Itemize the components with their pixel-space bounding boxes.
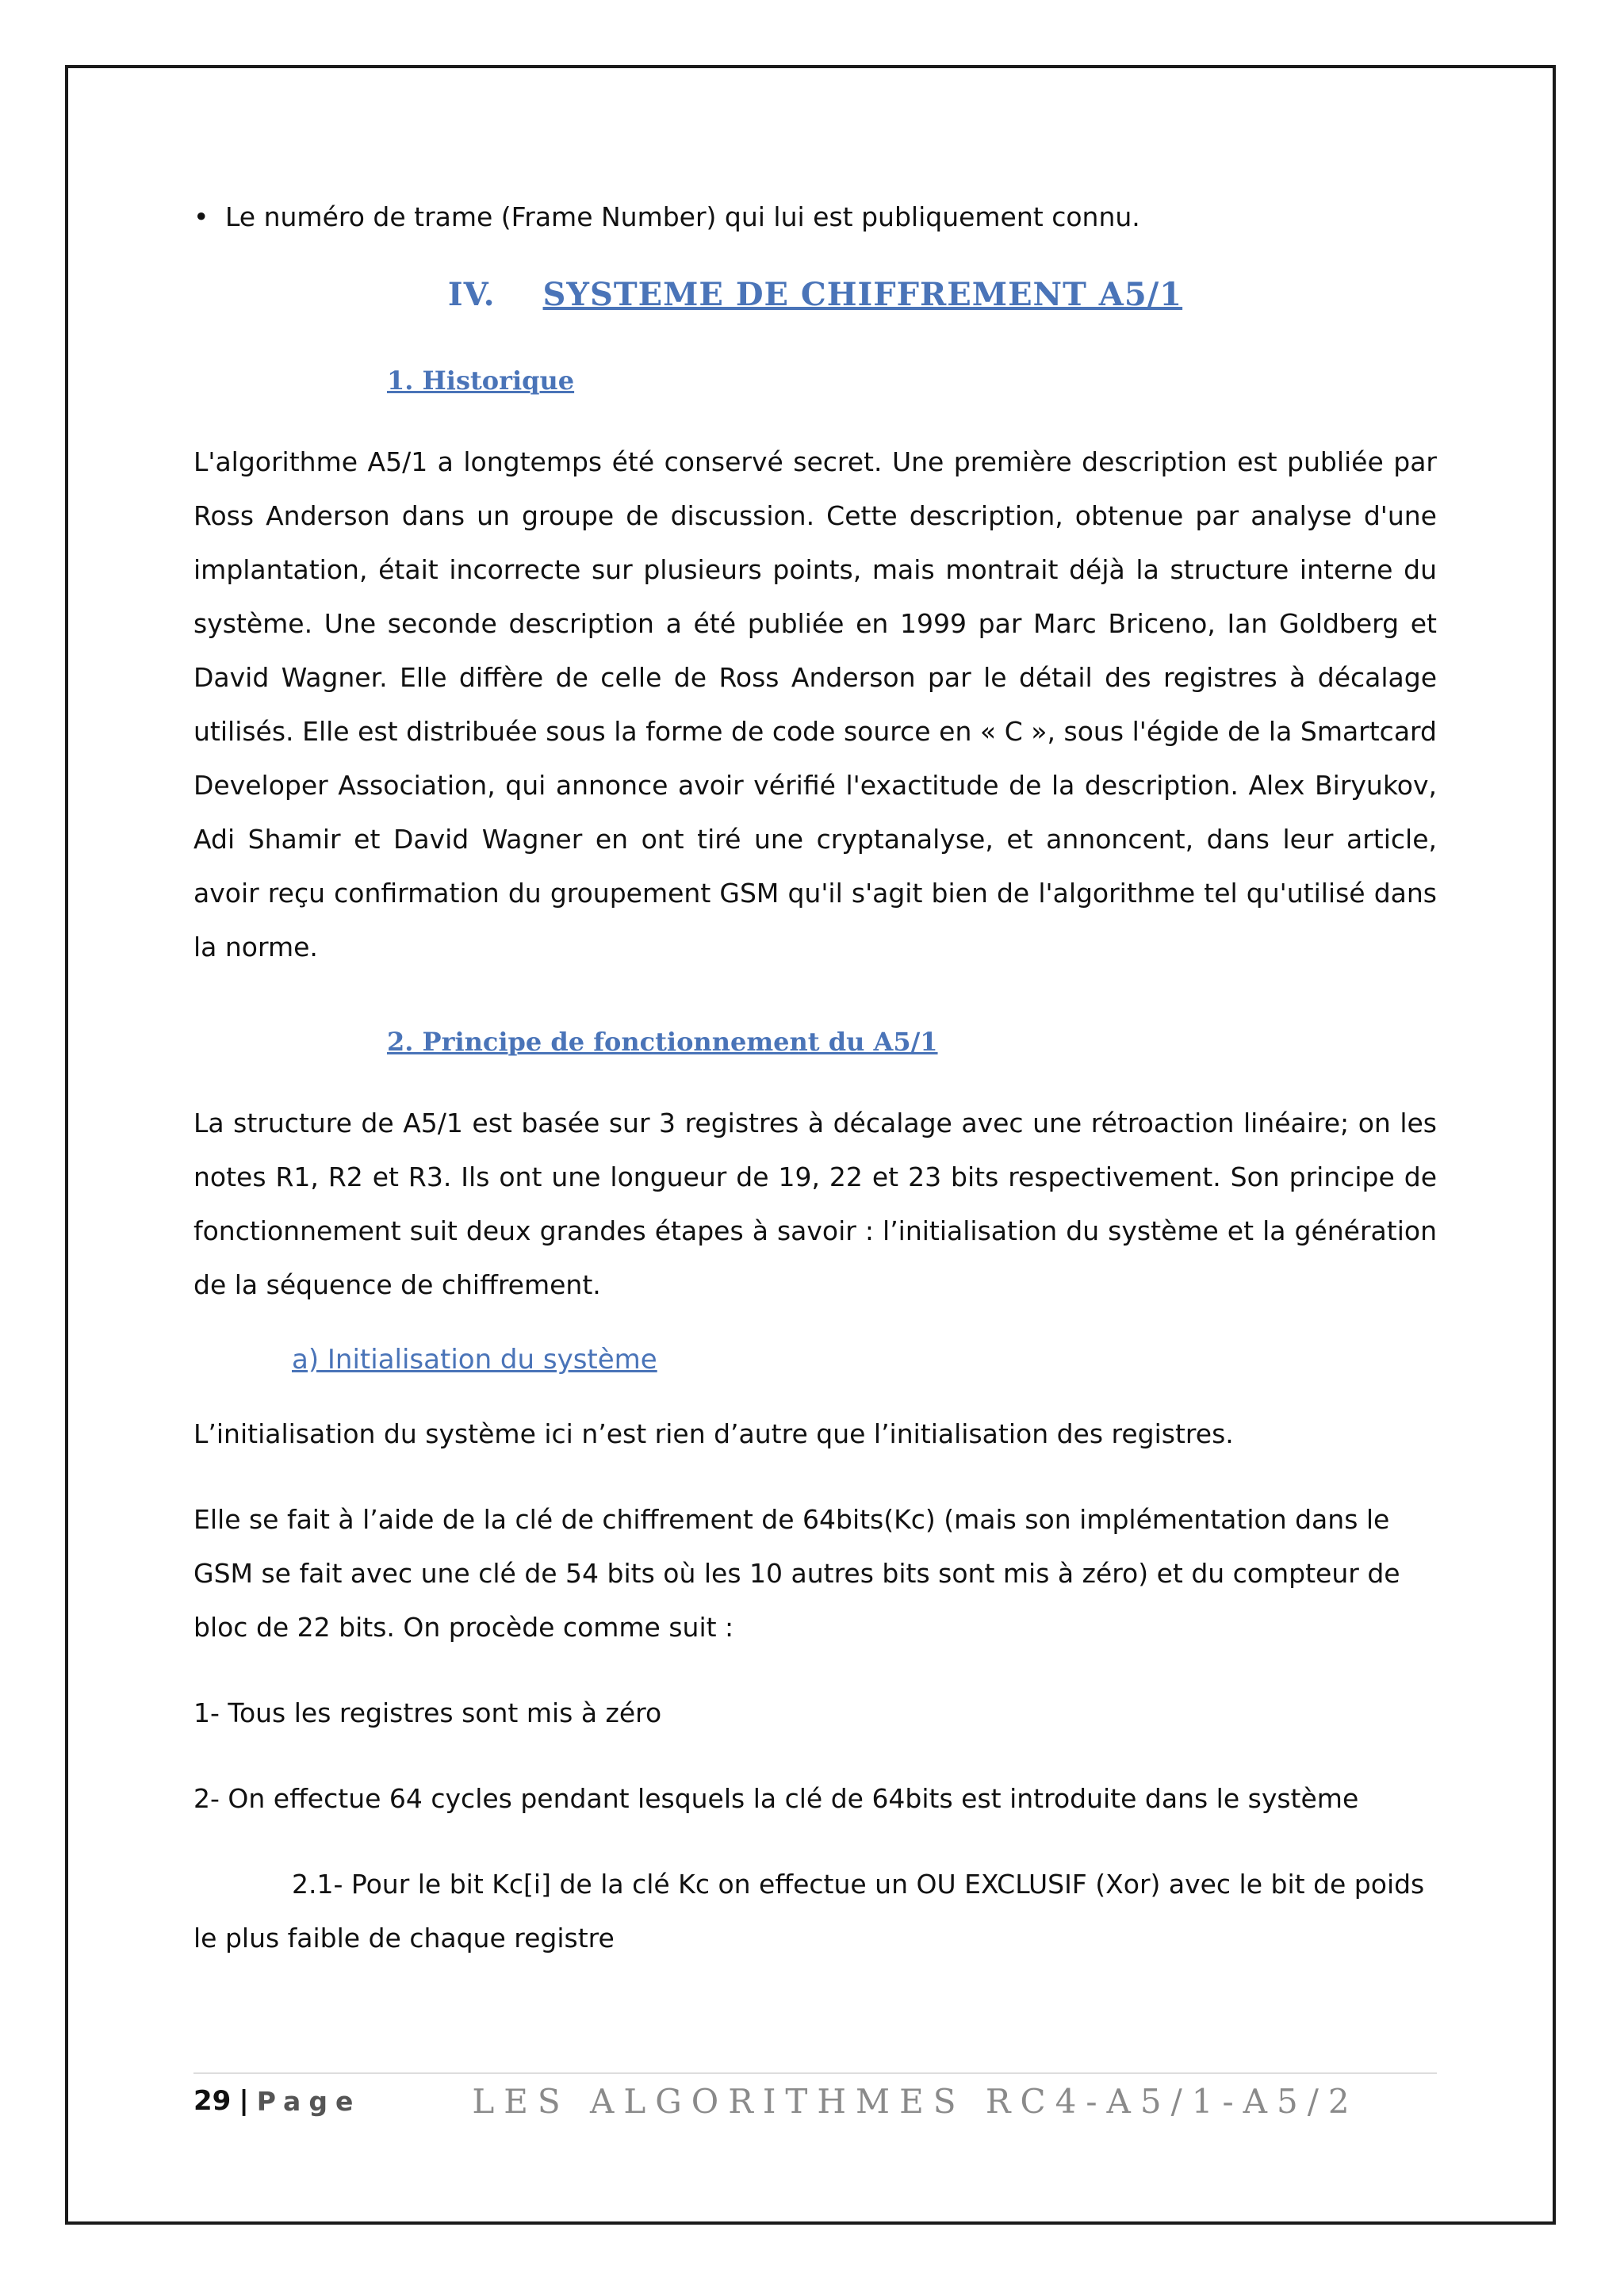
step-2-1: 2.1- Pour le bit Kc[i] de la clé Kc on effectue un OU EXCLUSIF (Xor) avec le bit de poids le plus faible de chaque registre	[193, 1869, 1425, 1954]
principe-paragraph: La structure de A5/1 est basée sur 3 registres à décalage avec une rétroaction linéaire; on les notes R1, R2 et R3. Ils ont une longueur de 19, 22 et 23 bits respectivement. Son principe de fonctionnement suit deux grandes étapes à savoir : l’initialisation du système et la génération de la séquence de chiffrement.	[193, 1108, 1437, 1300]
section-title: SYSTEME DE CHIFFREMENT A5/1	[542, 276, 1183, 313]
historique-paragraph: L'algorithme A5/1 a longtemps été conservé secret. Une première description est publiée par Ross Anderson dans un groupe de discussion. Cette description, obtenue par analyse d'une implantation, était incorrecte sur plusieurs points, mais montrait déjà la structure interne du système. Une seconde description a été publiée en 1999 par Marc Briceno, Ian Goldberg et David Wagner. Elle diffère de celle de Ross Anderson par le détail des registres à décalage utilisés. Elle est distribuée sous la forme de code source en « C », sous l'égide de la Smartcard Developer Association, qui annonce avoir vérifié l'exactitude de la description. Alex Biryukov, Adi Shamir et David Wagner en ont tiré une cryptanalyse, et annoncent, dans leur article, avoir reçu confirmation du groupement GSM qu'il s'agit bien de l'algorithme tel qu'utilisé dans la norme.	[193, 446, 1437, 962]
page-footer	[193, 2077, 1437, 2125]
step-1: 1- Tous les registres sont mis à zéro	[193, 1697, 662, 1728]
bullet-text: Le numéro de trame (Frame Number) qui lui est publiquement connu.	[225, 201, 1140, 232]
step-2: 2- On effectue 64 cycles pendant lesquels la clé de 64bits est introduite dans le système	[193, 1783, 1359, 1814]
principe-heading: 2. Principe de fonctionnement du A5/1	[387, 1027, 938, 1057]
page-number: 29	[193, 2085, 232, 2117]
page-word: Page	[256, 2085, 362, 2117]
page-content	[193, 174, 1437, 1965]
footer-title: LES ALGORITHMES RC4-A5/1-A5/2	[472, 2081, 1359, 2121]
section-heading	[193, 276, 1437, 313]
historique-heading: 1. Historique	[387, 365, 575, 396]
initialisation-intro: L’initialisation du système ici n’est rien d’autre que l’initialisation des registres.	[193, 1418, 1234, 1449]
initialisation-description: Elle se fait à l’aide de la clé de chiffrement de 64bits(Kc) (mais son implémentation dans le GSM se fait avec une clé de 54 bits où les 10 autres bits sont mis à zéro) et du compteur de bloc de 22 bits. On procède comme suit :	[193, 1504, 1400, 1643]
bullet-icon: •	[193, 201, 209, 232]
page-separator: |	[239, 2085, 249, 2117]
bullet-item	[193, 190, 1437, 244]
footer-divider	[193, 2072, 1437, 2074]
initialisation-heading: a) Initialisation du système	[292, 1344, 657, 1376]
section-number: IV.	[447, 276, 496, 313]
